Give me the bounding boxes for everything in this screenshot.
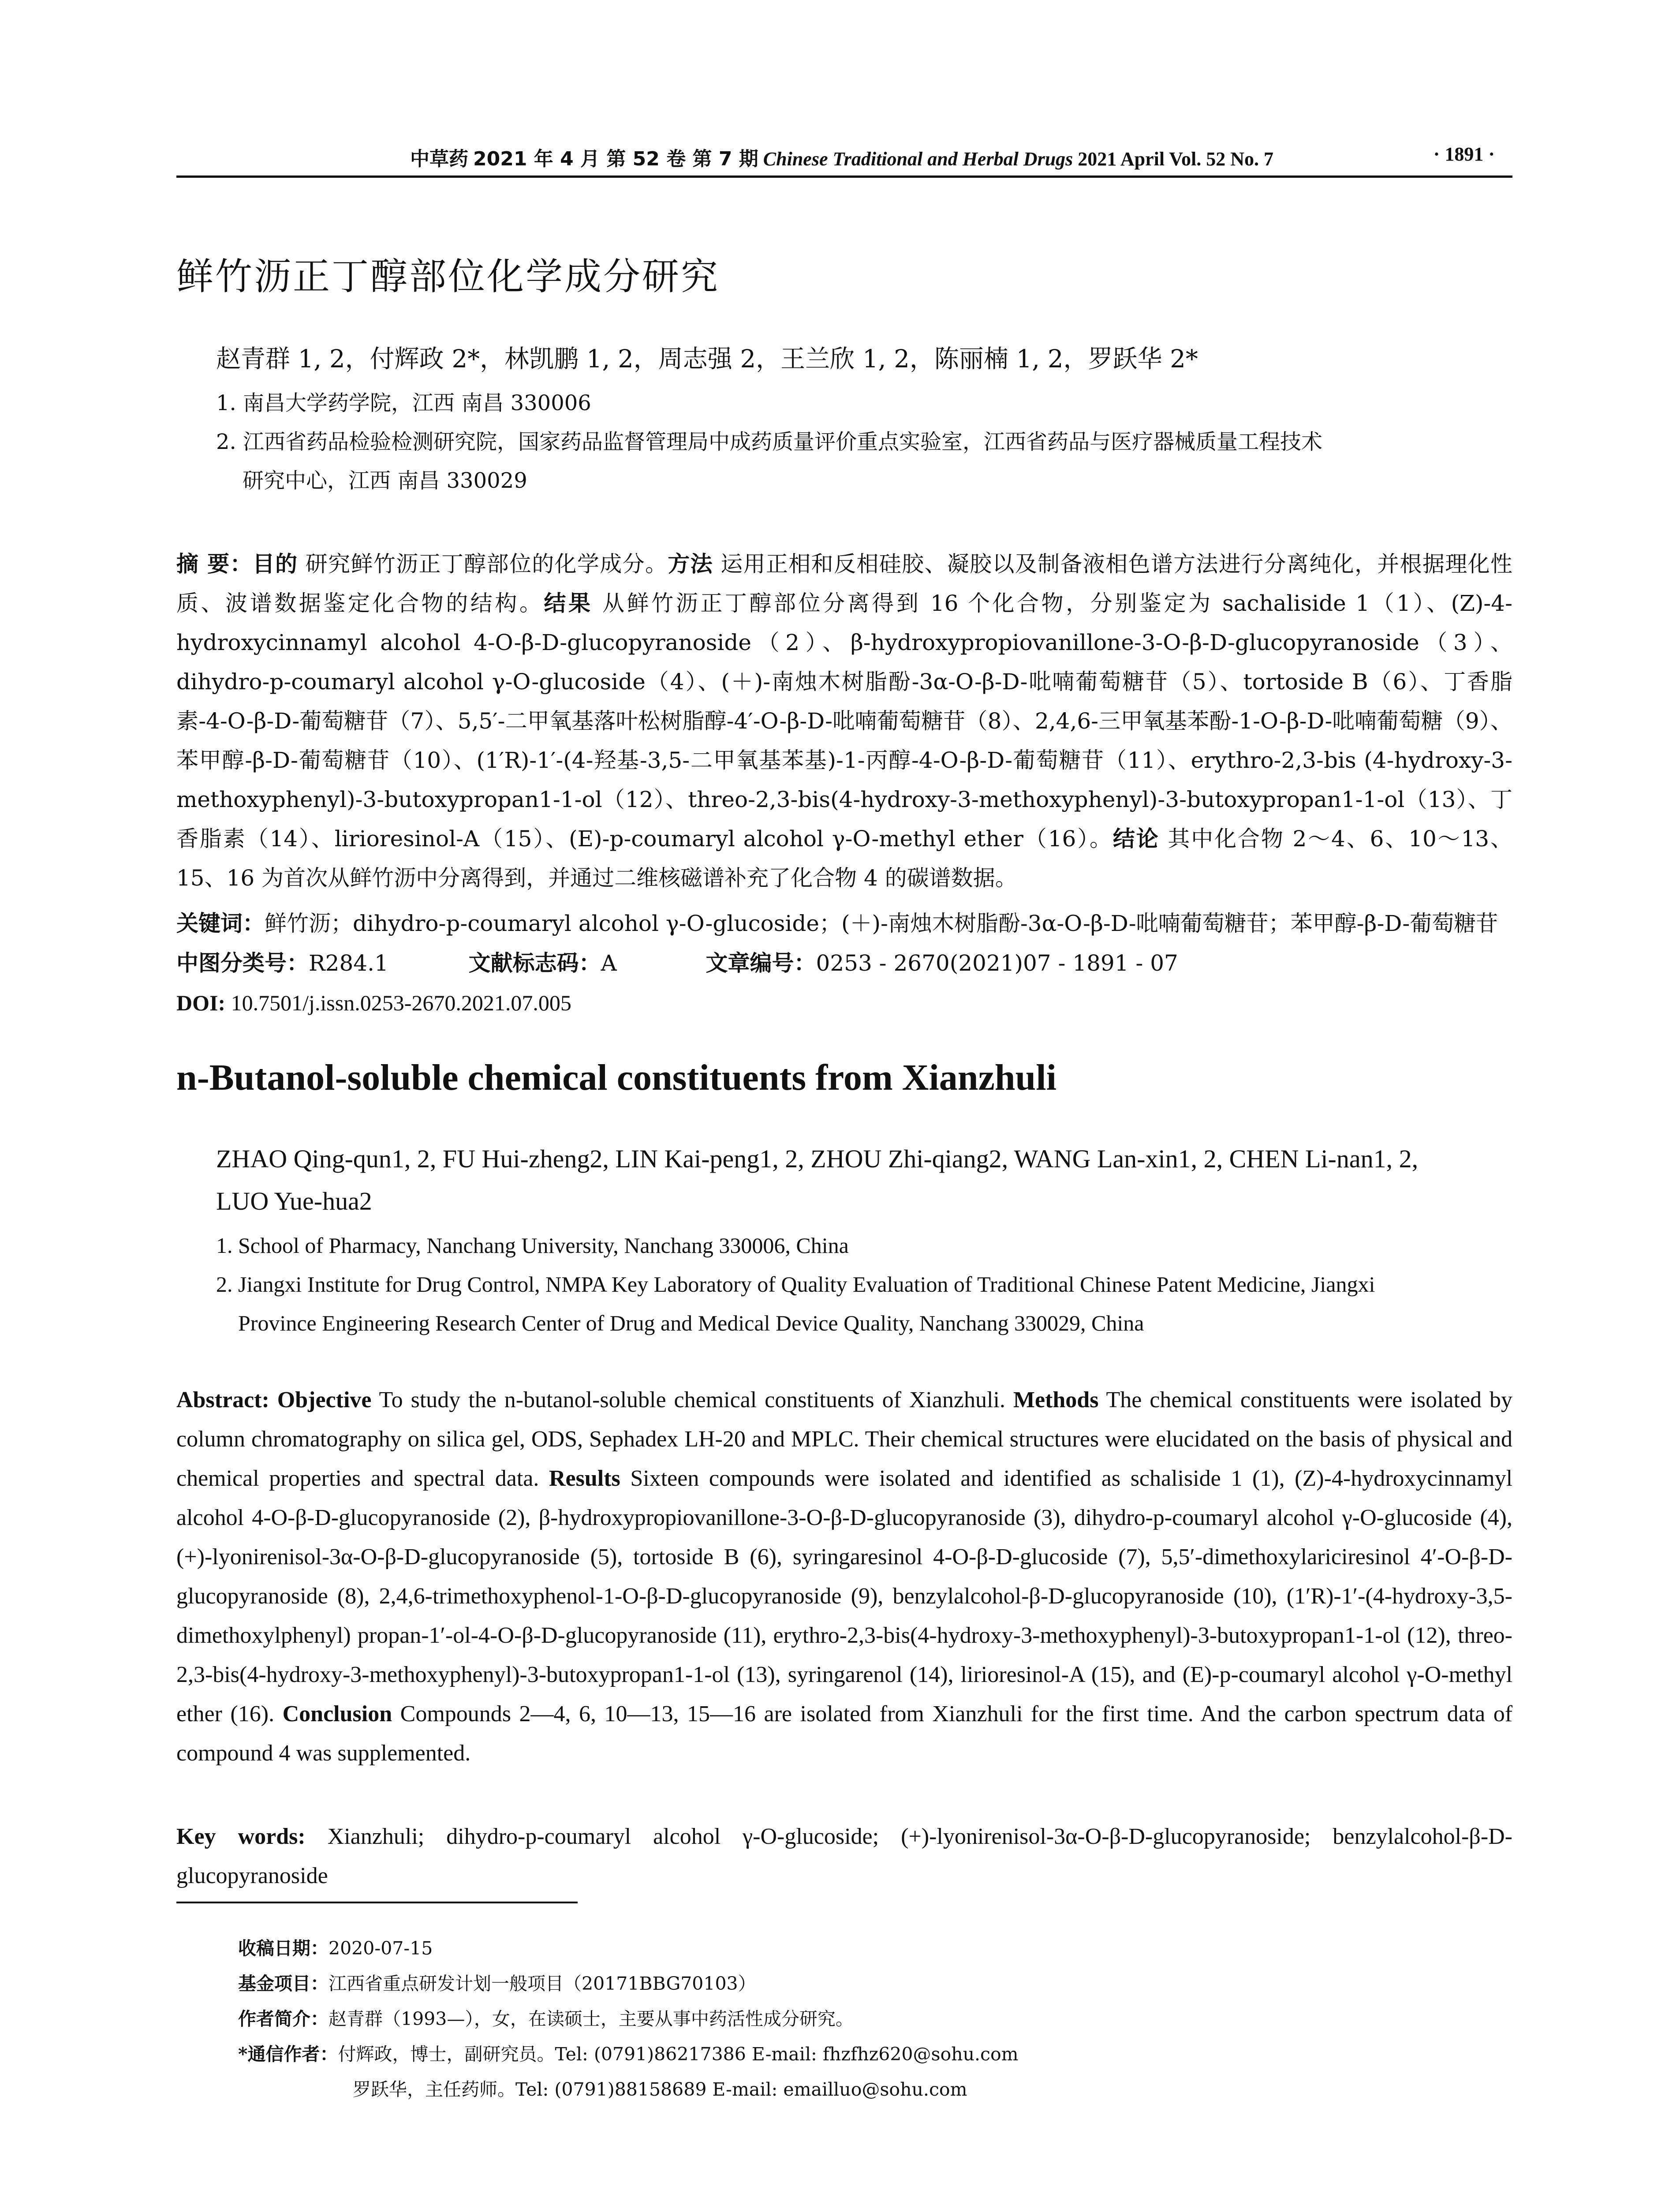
- objective-cn: 研究鲜竹沥正丁醇部位的化学成分。: [305, 551, 668, 577]
- doc-code-value: A: [601, 950, 617, 976]
- fund-label: 基金项目：: [238, 1973, 329, 1994]
- title-cn: 鲜竹沥正丁醇部位化学成分研究: [176, 255, 720, 298]
- footnote-corresponding: [238, 2040, 1019, 2066]
- footnote-divider: [176, 1902, 578, 1903]
- fund-value: 江西省重点研发计划一般项目（20171BBG70103）: [329, 1973, 756, 1994]
- page-number: · 1891 ·: [1433, 143, 1495, 165]
- affiliation-en-2: 2. Jiangxi Institute for Drug Control, NMPA Key Laboratory of Quality Evaluation of Traditional Chinese Patent Medicine, Jiangxi: [216, 1272, 1375, 1297]
- author-bio-value: 赵青群（1993—），女，在读硕士，主要从事中药活性成分研究。: [329, 2008, 854, 2029]
- abstract-cn: [176, 545, 1512, 898]
- doi-value: 10.7501/j.issn.0253-2670.2021.07.005: [231, 990, 571, 1015]
- abstract-en-label: Abstract:: [176, 1387, 269, 1413]
- keywords-en: [176, 1817, 1512, 1895]
- doi-line: [176, 983, 1512, 1023]
- objective-label-cn: 目的: [252, 551, 298, 577]
- affiliation-cn-1: 1. 南昌大学药学院，江西 南昌 330006: [216, 391, 591, 415]
- authors-en-line-2: LUO Yue-hua2: [216, 1187, 372, 1215]
- results-label-cn: 结果: [544, 590, 593, 616]
- authors-cn: 赵青群 1, 2，付辉政 2*，林凯鹏 1, 2，周志强 2，王兰欣 1, 2，陈丽楠 1, 2，罗跃华 2*: [216, 345, 1198, 374]
- affiliation-cn-2: 2. 江西省药品检验检测研究院，国家药品监督管理局中成药质量评价重点实验室，江西省药品与医疗器械质量工程技术: [216, 430, 1323, 454]
- keywords-cn-label: 关键词：: [176, 911, 265, 936]
- objective-en: To study the n-butanol-soluble chemical constituents of Xianzhuli.: [379, 1387, 1005, 1413]
- footnote-corresponding-2: 罗跃华，主任药师。Tel: (0791)88158689 E-mail: emailluo@sohu.com: [353, 2079, 967, 2100]
- footnote-author: [238, 2004, 854, 2030]
- authors-en-line-1: ZHAO Qing-qun1, 2, FU Hui-zheng2, LIN Kai-peng1, 2, ZHOU Zhi-qiang2, WANG Lan-xin1, 2, CHEN Li-nan1, 2,: [216, 1144, 1419, 1173]
- journal-name-cn: 中草药: [410, 148, 468, 170]
- doc-code-label: 文献标志码：: [468, 950, 601, 976]
- journal-name-en: Chinese Traditional and Herbal Drugs: [763, 148, 1073, 170]
- clc-label: 中图分类号：: [176, 950, 309, 976]
- header-left: [410, 143, 1273, 171]
- affiliations-en: [216, 1226, 1517, 1342]
- conclusion-label-en: Conclusion: [282, 1701, 392, 1727]
- clc-value: R284.1: [309, 950, 388, 976]
- corresponding-1: 付辉政，博士，副研究员。Tel: (0791)86217386 E-mail: fhzfhz620@sohu.com: [338, 2044, 1019, 2065]
- methods-cn: 运用正相和反相硅胶、凝胶以及制备液相色谱方法进行分离纯化，并根据理化性质、波谱数据鉴定化合物的结构。: [176, 551, 1513, 616]
- affiliation-cn-2-cont: 研究中心，江西 南昌 330029: [243, 468, 527, 493]
- conclusion-label-cn: 结论: [1113, 826, 1160, 852]
- article-id-label: 文章编号：: [706, 950, 816, 976]
- keywords-en-label: Key words:: [176, 1824, 306, 1849]
- methods-label-en: Methods: [1013, 1387, 1099, 1413]
- received-value: 2020-07-15: [329, 1938, 433, 1959]
- objective-label-en: Objective: [277, 1387, 372, 1413]
- abstract-en: [176, 1380, 1512, 1773]
- conclusion-cn: 其中化合物 2～4、6、10～13、15、16 为首次从鲜竹沥中分离得到，并通过二维核磁谱补充了化合物 4 的碳谱数据。: [176, 826, 1512, 891]
- running-header: [176, 140, 1512, 178]
- methods-label-cn: 方法: [668, 551, 713, 577]
- results-en: Sixteen compounds were isolated and identified as schaliside 1 (1), (Z)-4-hydroxycinnamyl alcohol 4-O-β-D-glucopyranoside (2), β-hydroxypropiovanillone-3-O-β-D-glucopyranoside (3), dihydro-p-coumaryl alcohol γ-O-glucoside (4), (+)-lyonirenisol-3α-O-β-D-glucopyranoside (5), tortoside B (6), syringaresinol 4-O-β-D-glucoside (7), 5,5′-dimethoxylariciresinol 4′-O-β-D-glucopyranoside (8), 2,4,6-trimethoxyphenol-1-O-β-D-glucopyranoside (9), benzylalcohol-β-D-glucopyranoside (10), (1′R)-1′-(4-hydroxy-3,5-dimethoxylphenyl) propan-1′-ol-4-O-β-D-glucopyranoside (11), erythro-2,3-bis(4-hydroxy-3-methoxyphenyl)-3-butoxypropan1-1-ol (12), threo-2,3-bis(4-hydroxy-3-methoxyphenyl)-3-butoxypropan1-1-ol (13), syringarenol (14), lirioresinol-A (15), and (E)-p-coumaryl alcohol γ-O-methyl ether (16).: [176, 1466, 1513, 1727]
- corresponding-label: *通信作者：: [238, 2044, 338, 2065]
- abstract-cn-label: 摘 要：: [176, 551, 253, 577]
- author-bio-label: 作者简介：: [238, 2008, 329, 2029]
- doi-label: DOI:: [176, 990, 226, 1015]
- issue-cn: 2021 年 4 月 第 52 卷 第 7 期: [473, 148, 758, 170]
- results-cn: 从鲜竹沥正丁醇部位分离得到 16 个化合物，分别鉴定为 sachaliside 1（1）、(Z)-4-hydroxycinnamyl alcohol 4-O-β-D-glucopyranoside（2）、β-hydroxypropiovanillone-3-O-β-D-glucopyranoside（3）、dihydro-p-coumaryl alcohol γ-O-glucoside（4）、(＋)-南烛木树脂酚-3α-O-β-D-吡喃葡萄糖苷（5）、tortoside B（6）、丁香脂素-4-O-β-D-葡萄糖苷（7）、5,5′-二甲氧基落叶松树脂醇-4′-O-β-D-吡喃葡萄糖苷（8）、2,4,6-三甲氧基苯酚-1-O-β-D-吡喃葡萄糖（9）、苯甲醇-β-D-葡萄糖苷（10）、(1′R)-1′-(4-羟基-3,5-二甲氧基苯基)-1-丙醇-4-O-β-D-葡萄糖苷（11）、erythro-2,3-bis (4-hydroxy-3-methoxyphenyl)-3-butoxypropan1-1-ol（12）、threo-2,3-bis(4-hydroxy-3-methoxyphenyl)-3-butoxypropan1-1-ol（13）、丁香脂素（14）、lirioresinol-A（15）、(E)-p-coumaryl alcohol γ-O-methyl ether（16）。: [176, 590, 1513, 852]
- article-id-value: 0253 - 2670(2021)07 - 1891 - 07: [816, 950, 1178, 976]
- authors-en: [216, 1138, 1517, 1222]
- keywords-cn: [176, 904, 1512, 943]
- title-en: n-Butanol-soluble chemical constituents from Xianzhuli: [176, 1057, 1057, 1098]
- conclusion-en: Compounds 2—4, 6, 10—13, 15—16 are isolated from Xianzhuli for the first time. And the carbon spectrum data of compound 4 was supplemented.: [176, 1701, 1513, 1766]
- affiliation-en-2-cont: Province Engineering Research Center of Drug and Medical Device Quality, Nanchang 330029, China: [238, 1311, 1144, 1335]
- methods-en: The chemical constituents were isolated by column chromatography on silica gel, ODS, Sephadex LH-20 and MPLC. Their chemical structures were elucidated on the basis of physical and chemical properties and spectral data.: [176, 1387, 1512, 1491]
- footnote-received: [238, 1934, 433, 1960]
- affiliation-en-1: 1. School of Pharmacy, Nanchang University, Nanchang 330006, China: [216, 1233, 849, 1258]
- received-label: 收稿日期：: [238, 1938, 329, 1959]
- affiliations-cn: [216, 384, 1322, 500]
- issue-en: 2021 April Vol. 52 No. 7: [1078, 148, 1274, 170]
- keywords-en-text: Xianzhuli; dihydro-p-coumaryl alcohol γ-O-glucoside; (+)-lyonirenisol-3α-O-β-D-glucopyranoside; benzylalcohol-β-D-glucopyranoside: [176, 1824, 1513, 1888]
- keywords-cn-text: 鲜竹沥；dihydro-p-coumaryl alcohol γ-O-glucoside；(＋)-南烛木树脂酚-3α-O-β-D-吡喃葡萄糖苷；苯甲醇-β-D-葡萄糖苷: [265, 911, 1498, 936]
- results-label-en: Results: [549, 1466, 620, 1491]
- classification-line: [176, 944, 1512, 983]
- footnote-fund: [238, 1969, 756, 1995]
